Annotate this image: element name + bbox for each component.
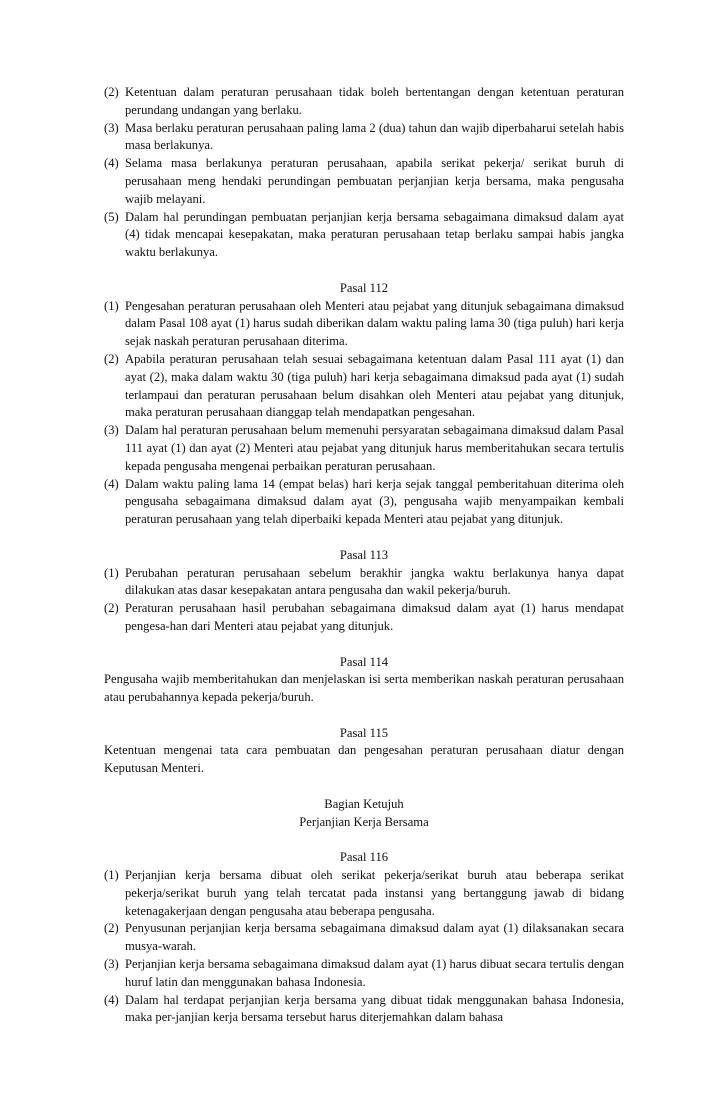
item-text: Selama masa berlakunya peraturan perusahaan, apabila serikat pekerja/ serikat buruh di perusahaan meng hendaki perundingan pembuatan perjanjian kerja bersama, maka pengusaha wajib melayani. xyxy=(125,156,624,206)
item-text: Perjanjian kerja bersama dibuat oleh serikat pekerja/serikat buruh atau beberapa serikat pekerja/serikat buruh yang telah tercatat pada instansi yang bertanggung jawab di bidang ketenagakerjaan dengan pengusaha atau beberapa pengusaha. xyxy=(125,868,624,918)
item-number: (4) xyxy=(104,992,119,1007)
pasal-116-heading: Pasal 116 xyxy=(339,850,389,865)
bagian-subtitle: Perjanjian Kerja Bersama xyxy=(299,814,429,829)
item-number: (3) xyxy=(104,120,119,135)
list-item xyxy=(104,351,624,422)
item-number: (3) xyxy=(104,957,119,972)
pasal-114-section xyxy=(104,654,624,707)
list-item xyxy=(104,867,624,920)
pasal-115-heading: Pasal 115 xyxy=(339,725,389,740)
item-number: (5) xyxy=(104,209,119,224)
list-item xyxy=(104,84,624,120)
item-number: (1) xyxy=(104,298,119,313)
item-text: Masa berlaku peraturan perusahaan paling lama 2 (dua) tahun dan wajib diperbaharui setelah habis masa berlakunya. xyxy=(125,120,624,153)
item-text: Dalam hal peraturan perusahaan belum memenuhi persyaratan sebagaimana dimaksud dalam Pasal 111 ayat (1) dan ayat (2) Menteri atau pejabat yang ditunjuk harus memberitahukan secara tertulis kepada pengusaha mengenai perbaikan peraturan perusahaan. xyxy=(125,423,624,473)
item-text: Apabila peraturan perusahaan telah sesuai sebagaimana ketentuan dalam Pasal 111 ayat (1) dan ayat (2), maka dalam waktu 30 (tiga puluh) hari kerja sebagaimana dimaksud pada ayat (1) sudah terlampaui dan peraturan perusahaan belum disahkan oleh Menteri atau pejabat yang ditunjuk, maka peraturan perusahaan dianggap telah mendapatkan pengesahan. xyxy=(125,351,624,420)
pasal-114-text: Pengusaha wajib memberitahukan dan menjelaskan isi serta memberikan naskah peraturan perusahaan atau perubahannya kepada pekerja/buruh. xyxy=(104,672,624,705)
list-item xyxy=(104,422,624,475)
item-number: (4) xyxy=(104,476,119,491)
item-number: (2) xyxy=(104,921,119,936)
pasal-113-section xyxy=(104,547,624,636)
item-text: Penyusunan perjanjian kerja bersama sebagaimana dimaksud dalam ayat (1) dilaksanakan secara musya-warah. xyxy=(125,921,624,954)
pasal-112-section xyxy=(104,280,624,529)
document-page xyxy=(104,84,624,1027)
item-number: (1) xyxy=(104,565,119,580)
item-text: Dalam hal perundingan pembuatan perjanjian kerja bersama sebagaimana dimaksud dalam ayat (4) tidak mencapai kesepakatan, maka peraturan perusahaan tetap berlaku sampai habis jangka waktu berlakunya. xyxy=(125,209,624,260)
pasal-116-section xyxy=(104,849,624,1027)
item-number: (3) xyxy=(104,423,119,438)
item-text: Perjanjian kerja bersama sebagaimana dimaksud dalam ayat (1) harus dibuat secara tertulis dengan huruf latin dan menggunakan bahasa Indonesia. xyxy=(125,957,624,989)
list-item xyxy=(104,956,624,992)
bagian-section xyxy=(104,796,624,832)
item-text: Perubahan peraturan perusahaan sebelum berakhir jangka waktu berlakunya hanya dapat dilakukan atas dasar kesepakatan antara pengusaha dan wakil pekerja/buruh. xyxy=(125,565,624,598)
list-item xyxy=(104,600,624,636)
pasal-115-section xyxy=(104,725,624,778)
pasal-112-heading: Pasal 112 xyxy=(339,280,389,295)
pasal-114-heading: Pasal 114 xyxy=(339,654,389,669)
item-text: Ketentuan dalam peraturan perusahaan tidak boleh bertentangan dengan ketentuan peraturan perundang undangan yang berlaku. xyxy=(125,85,624,117)
item-number: (2) xyxy=(104,85,119,99)
item-text: Dalam hal terdapat perjanjian kerja bersama yang dibuat tidak menggunakan bahasa Indonesia, maka per-janjian kerja bersama tersebut harus diterjemahkan dalam bahasa xyxy=(125,992,624,1025)
item-text: Peraturan perusahaan hasil perubahan sebagaimana dimaksud dalam ayat (1) harus mendapat pengesa-han dari Menteri atau pejabat yang ditunjuk. xyxy=(125,601,624,633)
list-item xyxy=(104,155,624,208)
item-text: Pengesahan peraturan perusahaan oleh Menteri atau pejabat yang ditunjuk sebagaimana dimaksud dalam Pasal 108 ayat (1) harus sudah diberikan dalam waktu paling lama 30 (tiga puluh) hari kerja sejak naskah peraturan perusahaan diterima. xyxy=(125,298,624,349)
list-item xyxy=(104,209,624,262)
item-number: (2) xyxy=(104,351,119,366)
pasal-115-text: Ketentuan mengenai tata cara pembuatan dan pengesahan peraturan perusahaan diatur dengan Keputusan Menteri. xyxy=(104,743,624,776)
item-number: (1) xyxy=(104,868,119,883)
list-item xyxy=(104,476,624,529)
pasal-111-continuation xyxy=(104,84,624,262)
list-item xyxy=(104,298,624,351)
list-item xyxy=(104,920,624,956)
bagian-title: Bagian Ketujuh xyxy=(324,796,404,811)
list-item xyxy=(104,992,624,1028)
item-number: (2) xyxy=(104,601,119,616)
list-item xyxy=(104,120,624,156)
pasal-113-heading: Pasal 113 xyxy=(339,547,389,562)
item-number: (4) xyxy=(104,156,119,171)
item-text: Dalam waktu paling lama 14 (empat belas) hari kerja sejak tanggal pemberitahuan diterima oleh pengusaha sebagaimana dimaksud dalam ayat (3), pengusaha wajib menyampaikan kembali peraturan perusahaan yang telah diperbaiki kepada Menteri atau pejabat yang ditunjuk. xyxy=(125,476,624,527)
list-item xyxy=(104,565,624,601)
